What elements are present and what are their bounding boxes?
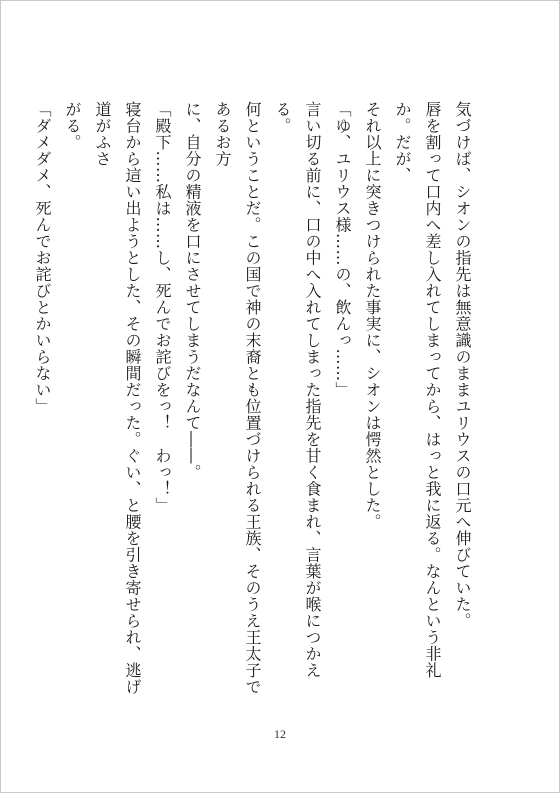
text-line: 「ダメダメ、死んでお詫びとかいらない」 <box>33 101 52 415</box>
text-line: に、自分の精液を口にさせてしまうだなんて――。 <box>183 101 202 481</box>
text-line: 言い切る前に、口の中へ入れてしまった指先を甘く食まれ、言葉が喉につかえる。 <box>273 101 322 679</box>
page-number: 12 <box>274 727 286 741</box>
text-line: それ以上に突きつけられた事実に、シオンは愕然とした。 <box>363 101 382 530</box>
text-line: 「殿下……私は……し、死んでお詫びをっ！ わっ！」 <box>153 101 172 514</box>
vertical-text-body <box>27 101 477 701</box>
text-line: がる。 <box>63 101 82 151</box>
text-line: 寝台から這い出ようとした、その瞬間だった。ぐい、と腰を引き寄せられ、逃げ道がふさ <box>93 101 142 695</box>
text-line: 気づけば、シオンの指先は無意識のままユリウスの口元へ伸びていた。 <box>453 101 472 629</box>
text-line: 唇を割って口内へ差し入れてしまってから、はっと我に返る。なんという非礼か。だが、 <box>393 101 442 679</box>
text-line: 何ということだ。この国で神の末裔とも位置づけられる王族、そのうえ王太子であるお方 <box>213 101 262 695</box>
text-line: 「ゆ、ユリウス様……の、飲んっ……」 <box>333 101 352 398</box>
